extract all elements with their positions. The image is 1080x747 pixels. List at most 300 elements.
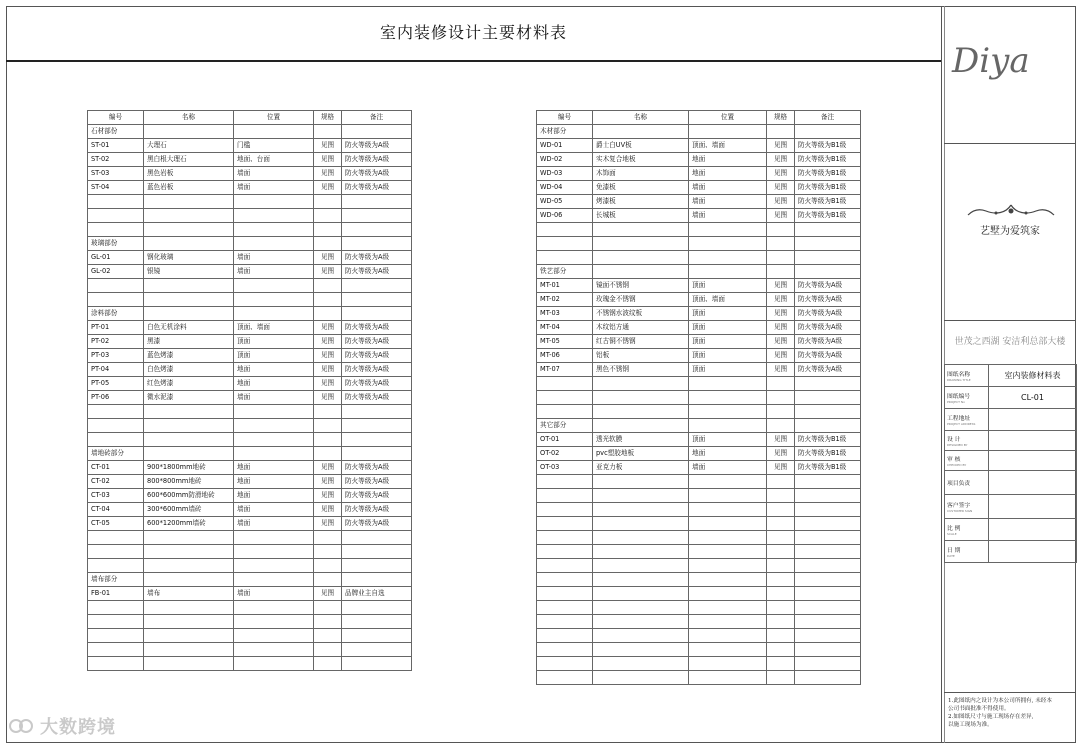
table-cell: 见图 xyxy=(314,377,342,391)
table-cell xyxy=(795,377,861,391)
table-cell: 见图 xyxy=(767,293,795,307)
table-row xyxy=(88,573,412,587)
table-cell xyxy=(689,587,767,601)
table-cell: 涂料部份 xyxy=(88,307,144,321)
table-row xyxy=(88,195,412,209)
table-cell xyxy=(767,251,795,265)
table-cell xyxy=(689,601,767,615)
table-cell xyxy=(767,601,795,615)
table-cell xyxy=(593,517,689,531)
table-cell: 见图 xyxy=(314,503,342,517)
table-cell xyxy=(88,615,144,629)
table-cell: 墙面 xyxy=(234,181,314,195)
table-cell: 见图 xyxy=(767,447,795,461)
table-cell xyxy=(767,391,795,405)
table-cell: 防火等级为B1级 xyxy=(795,209,861,223)
table-row xyxy=(88,489,412,503)
table-cell xyxy=(767,503,795,517)
design-label: 设 计 DESIGNED BY xyxy=(945,431,989,451)
table-cell xyxy=(767,517,795,531)
table-cell: PT-03 xyxy=(88,349,144,363)
table-cell: 品牌业主自选 xyxy=(342,587,412,601)
title-rule xyxy=(6,60,942,62)
table-cell xyxy=(795,531,861,545)
table-cell: 见图 xyxy=(314,139,342,153)
table-cell xyxy=(342,419,412,433)
table-cell: CT-03 xyxy=(88,489,144,503)
table-cell xyxy=(593,601,689,615)
table-cell xyxy=(314,615,342,629)
table-row xyxy=(537,433,861,447)
table-cell xyxy=(234,237,314,251)
sidebar-divider xyxy=(941,6,942,743)
table-cell xyxy=(234,125,314,139)
table-cell: 防火等级为A级 xyxy=(342,489,412,503)
table-cell xyxy=(342,629,412,643)
table-cell xyxy=(689,391,767,405)
table-row xyxy=(537,615,861,629)
table-cell: GL-02 xyxy=(88,265,144,279)
table-cell: 见图 xyxy=(314,461,342,475)
table-cell xyxy=(689,573,767,587)
table-cell xyxy=(144,601,234,615)
table-cell xyxy=(314,237,342,251)
table-row xyxy=(88,587,412,601)
table-cell: 墙布部分 xyxy=(88,573,144,587)
table-cell xyxy=(144,293,234,307)
table-cell xyxy=(234,615,314,629)
table-row xyxy=(537,643,861,657)
table-cell xyxy=(537,615,593,629)
table-row xyxy=(537,237,861,251)
table-row xyxy=(537,419,861,433)
table-cell: 墙面 xyxy=(689,181,767,195)
table-row xyxy=(88,167,412,181)
table-cell: 墙面 xyxy=(689,461,767,475)
column-header: 名称 xyxy=(144,111,234,125)
table-row xyxy=(88,503,412,517)
table-cell xyxy=(689,489,767,503)
table-cell xyxy=(314,433,342,447)
table-cell xyxy=(795,573,861,587)
table-cell xyxy=(537,573,593,587)
table-cell xyxy=(795,223,861,237)
table-cell xyxy=(795,545,861,559)
table-cell: 顶面、墙面 xyxy=(689,139,767,153)
table-cell: 防火等级为A级 xyxy=(342,391,412,405)
table-cell xyxy=(234,307,314,321)
table-cell: CT-05 xyxy=(88,517,144,531)
table-cell xyxy=(234,433,314,447)
column-header: 规格 xyxy=(767,111,795,125)
table-cell xyxy=(144,223,234,237)
table-row xyxy=(88,629,412,643)
table-cell: 墙面 xyxy=(689,195,767,209)
table-cell: 墙布 xyxy=(144,587,234,601)
table-cell xyxy=(593,559,689,573)
table-row xyxy=(537,629,861,643)
column-header: 位置 xyxy=(689,111,767,125)
table-cell xyxy=(795,237,861,251)
page-title: 室内装修设计主要材料表 xyxy=(379,23,567,42)
table-cell: MT-06 xyxy=(537,349,593,363)
table-cell: 透光软膜 xyxy=(593,433,689,447)
table-cell: 防火等级为B1级 xyxy=(795,447,861,461)
table-cell xyxy=(689,671,767,685)
table-cell: 见图 xyxy=(767,307,795,321)
table-cell: 烤漆板 xyxy=(593,195,689,209)
table-cell: 白色无机涂料 xyxy=(144,321,234,335)
table-cell xyxy=(767,657,795,671)
table-row xyxy=(537,251,861,265)
table-cell: 防火等级为B1级 xyxy=(795,167,861,181)
table-cell: 地面 xyxy=(234,475,314,489)
table-cell: 见图 xyxy=(767,153,795,167)
table-cell: 防火等级为A级 xyxy=(342,251,412,265)
table-cell xyxy=(767,587,795,601)
table-row xyxy=(537,265,861,279)
table-cell xyxy=(88,629,144,643)
table-cell: 地面 xyxy=(234,363,314,377)
table-cell: 黑白根大理石 xyxy=(144,153,234,167)
table-cell xyxy=(144,279,234,293)
table-cell xyxy=(767,265,795,279)
table-cell: 墙面 xyxy=(234,251,314,265)
table-cell: 防火等级为A级 xyxy=(795,321,861,335)
table-cell xyxy=(144,643,234,657)
table-cell xyxy=(537,377,593,391)
table-cell: 黑色岩板 xyxy=(144,167,234,181)
table-cell xyxy=(234,559,314,573)
table-cell: 防火等级为A级 xyxy=(342,335,412,349)
column-header: 编号 xyxy=(88,111,144,125)
watermark-icon xyxy=(8,715,34,737)
drawing-no-label: 图纸编号 PROJECT No xyxy=(945,387,989,409)
table-cell xyxy=(593,405,689,419)
table-cell: 防火等级为A级 xyxy=(342,475,412,489)
table-cell: 地面 xyxy=(234,489,314,503)
table-row xyxy=(537,489,861,503)
table-cell xyxy=(234,405,314,419)
table-cell: WD-05 xyxy=(537,195,593,209)
table-cell xyxy=(88,657,144,671)
table-cell: 墙面 xyxy=(234,167,314,181)
table-cell xyxy=(537,587,593,601)
table-cell xyxy=(689,223,767,237)
brand-slogan: 艺墅为爱筑家 xyxy=(980,226,1040,237)
table-cell xyxy=(88,419,144,433)
table-cell xyxy=(314,223,342,237)
table-cell: 防火等级为A级 xyxy=(342,503,412,517)
table-header xyxy=(88,111,412,125)
table-row xyxy=(88,391,412,405)
table-cell: CT-01 xyxy=(88,461,144,475)
table-cell: CT-02 xyxy=(88,475,144,489)
table-cell xyxy=(144,209,234,223)
table-cell xyxy=(234,643,314,657)
table-cell: FB-01 xyxy=(88,587,144,601)
table-cell: 防火等级为A级 xyxy=(342,321,412,335)
table-row xyxy=(88,153,412,167)
table-cell xyxy=(689,475,767,489)
table-row xyxy=(537,405,861,419)
table-cell: PT-06 xyxy=(88,391,144,405)
table-row xyxy=(88,559,412,573)
table-cell: 木饰面 xyxy=(593,167,689,181)
table-cell: 见图 xyxy=(314,265,342,279)
table-cell xyxy=(234,419,314,433)
table-cell xyxy=(144,125,234,139)
table-row xyxy=(88,125,412,139)
table-cell xyxy=(314,601,342,615)
table-cell: 镜面不锈钢 xyxy=(593,279,689,293)
table-cell xyxy=(537,489,593,503)
title-block xyxy=(944,364,1077,563)
table-cell xyxy=(593,419,689,433)
table-cell: 见图 xyxy=(314,167,342,181)
table-cell xyxy=(689,531,767,545)
column-header: 名称 xyxy=(593,111,689,125)
table-cell: 防火等级为A级 xyxy=(795,349,861,363)
table-cell xyxy=(144,447,234,461)
table-cell: 防火等级为A级 xyxy=(342,265,412,279)
drawing-name-label: 图纸名称 DRAWING TITLE xyxy=(945,365,989,387)
table-cell xyxy=(795,265,861,279)
table-cell xyxy=(314,629,342,643)
table-row xyxy=(88,405,412,419)
table-cell xyxy=(689,237,767,251)
table-cell xyxy=(767,629,795,643)
table-cell: PT-02 xyxy=(88,335,144,349)
table-cell xyxy=(593,475,689,489)
table-cell xyxy=(234,601,314,615)
table-cell xyxy=(144,237,234,251)
table-cell xyxy=(537,559,593,573)
table-cell xyxy=(593,377,689,391)
table-header xyxy=(537,111,861,125)
column-header: 备注 xyxy=(342,111,412,125)
table-cell: 顶面 xyxy=(234,349,314,363)
table-cell xyxy=(689,657,767,671)
table-row xyxy=(537,461,861,475)
table-cell: 地面 xyxy=(234,461,314,475)
table-cell xyxy=(537,223,593,237)
table-row xyxy=(88,517,412,531)
sidebar-rule xyxy=(944,320,1076,321)
table-cell: MT-02 xyxy=(537,293,593,307)
table-cell: 600*600mm防滑地砖 xyxy=(144,489,234,503)
table-cell xyxy=(767,545,795,559)
table-cell: ST-03 xyxy=(88,167,144,181)
table-cell xyxy=(314,573,342,587)
table-cell xyxy=(689,545,767,559)
table-cell: CT-04 xyxy=(88,503,144,517)
table-cell: 墙面 xyxy=(689,209,767,223)
table-cell: 墙面 xyxy=(234,265,314,279)
table-row xyxy=(537,475,861,489)
table-cell: 见图 xyxy=(314,587,342,601)
table-cell: 木材部分 xyxy=(537,125,593,139)
table-cell xyxy=(593,251,689,265)
table-cell xyxy=(593,587,689,601)
table-row xyxy=(88,447,412,461)
table-row xyxy=(537,447,861,461)
table-cell xyxy=(342,601,412,615)
table-cell xyxy=(144,531,234,545)
site-label: 工程地址 PROJECT ADDRESS xyxy=(945,409,989,431)
table-cell xyxy=(689,377,767,391)
table-cell xyxy=(795,517,861,531)
table-row xyxy=(537,503,861,517)
table-cell xyxy=(314,545,342,559)
table-cell xyxy=(144,405,234,419)
column-header: 位置 xyxy=(234,111,314,125)
table-row xyxy=(88,615,412,629)
table-row xyxy=(88,349,412,363)
table-row xyxy=(88,531,412,545)
table-cell xyxy=(767,377,795,391)
table-cell xyxy=(767,489,795,503)
table-cell xyxy=(593,643,689,657)
table-cell xyxy=(689,615,767,629)
table-cell xyxy=(795,559,861,573)
table-cell: 微水泥漆 xyxy=(144,391,234,405)
table-row xyxy=(88,335,412,349)
table-cell xyxy=(593,671,689,685)
table-cell xyxy=(314,531,342,545)
table-cell: 顶面 xyxy=(689,335,767,349)
table-cell xyxy=(314,307,342,321)
table-cell: 防火等级为A级 xyxy=(795,307,861,321)
table-cell: 防火等级为A级 xyxy=(342,517,412,531)
table-cell: 地面 xyxy=(689,167,767,181)
table-cell: 防火等级为A级 xyxy=(795,293,861,307)
table-cell: 地面、台面 xyxy=(234,153,314,167)
table-cell xyxy=(342,531,412,545)
table-row xyxy=(537,321,861,335)
watermark: 大数跨境 xyxy=(8,712,116,740)
table-cell xyxy=(234,545,314,559)
table-row xyxy=(88,419,412,433)
table-cell: 见图 xyxy=(767,349,795,363)
table-cell: 免漆板 xyxy=(593,181,689,195)
ornament-icon xyxy=(966,203,1056,219)
table-cell: 见图 xyxy=(767,181,795,195)
table-cell: 顶面 xyxy=(689,307,767,321)
table-cell xyxy=(795,125,861,139)
table-row xyxy=(537,391,861,405)
table-cell xyxy=(767,559,795,573)
table-cell: 见图 xyxy=(767,335,795,349)
brand-logo xyxy=(948,28,1074,108)
table-cell: 黑色不锈钢 xyxy=(593,363,689,377)
table-cell xyxy=(593,531,689,545)
table-cell xyxy=(144,419,234,433)
date-label: 日 期 DATE xyxy=(945,541,989,563)
table-row xyxy=(88,433,412,447)
table-cell xyxy=(795,643,861,657)
table-cell xyxy=(593,615,689,629)
table-cell xyxy=(537,643,593,657)
table-cell xyxy=(342,643,412,657)
table-cell: 900*1800mm地砖 xyxy=(144,461,234,475)
table-cell xyxy=(314,125,342,139)
table-cell xyxy=(144,657,234,671)
table-cell: 300*600mm墙砖 xyxy=(144,503,234,517)
table-row xyxy=(88,265,412,279)
table-cell: 见图 xyxy=(314,181,342,195)
table-cell xyxy=(767,531,795,545)
table-cell: 地面 xyxy=(689,447,767,461)
svg-text:Diya: Diya xyxy=(952,41,1030,81)
table-cell: 防火等级为B1级 xyxy=(795,153,861,167)
table-row xyxy=(88,321,412,335)
table-row xyxy=(88,209,412,223)
table-cell: 防火等级为A级 xyxy=(342,181,412,195)
table-row xyxy=(537,181,861,195)
table-cell xyxy=(342,405,412,419)
table-cell: MT-04 xyxy=(537,321,593,335)
table-row xyxy=(537,167,861,181)
table-cell xyxy=(88,559,144,573)
table-cell: 木纹铝方通 xyxy=(593,321,689,335)
table-cell: 黑漆 xyxy=(144,335,234,349)
table-cell: 墙面 xyxy=(234,391,314,405)
table-cell xyxy=(593,573,689,587)
table-row xyxy=(88,643,412,657)
table-cell xyxy=(88,433,144,447)
table-cell xyxy=(795,657,861,671)
table-cell: WD-02 xyxy=(537,153,593,167)
table-cell: 600*1200mm墙砖 xyxy=(144,517,234,531)
table-cell: 见图 xyxy=(767,433,795,447)
table-cell: 防火等级为B1级 xyxy=(795,181,861,195)
client-label: 客户签字 CUSTOMER SIGN xyxy=(945,495,989,519)
table-cell xyxy=(767,615,795,629)
table-cell xyxy=(342,237,412,251)
table-cell xyxy=(88,601,144,615)
table-cell xyxy=(537,251,593,265)
table-cell xyxy=(234,293,314,307)
table-cell xyxy=(689,629,767,643)
drawing-no: CL-01 xyxy=(989,387,1077,409)
table-row xyxy=(537,223,861,237)
table-row xyxy=(537,545,861,559)
table-cell xyxy=(537,503,593,517)
table-cell: 防火等级为A级 xyxy=(342,139,412,153)
table-cell xyxy=(88,293,144,307)
table-cell xyxy=(795,475,861,489)
table-cell: 大理石 xyxy=(144,139,234,153)
table-cell xyxy=(593,237,689,251)
table-cell: MT-07 xyxy=(537,363,593,377)
table-cell: 见图 xyxy=(767,139,795,153)
table-cell: 见图 xyxy=(314,349,342,363)
table-cell xyxy=(314,419,342,433)
table-cell xyxy=(88,531,144,545)
table-row xyxy=(88,545,412,559)
table-cell xyxy=(234,223,314,237)
sidebar-rule xyxy=(944,143,1076,144)
table-row xyxy=(537,153,861,167)
table-cell xyxy=(689,643,767,657)
table-cell xyxy=(144,195,234,209)
table-cell xyxy=(144,559,234,573)
table-cell xyxy=(537,671,593,685)
table-cell xyxy=(795,391,861,405)
table-cell: 铝板 xyxy=(593,349,689,363)
table-cell xyxy=(795,601,861,615)
